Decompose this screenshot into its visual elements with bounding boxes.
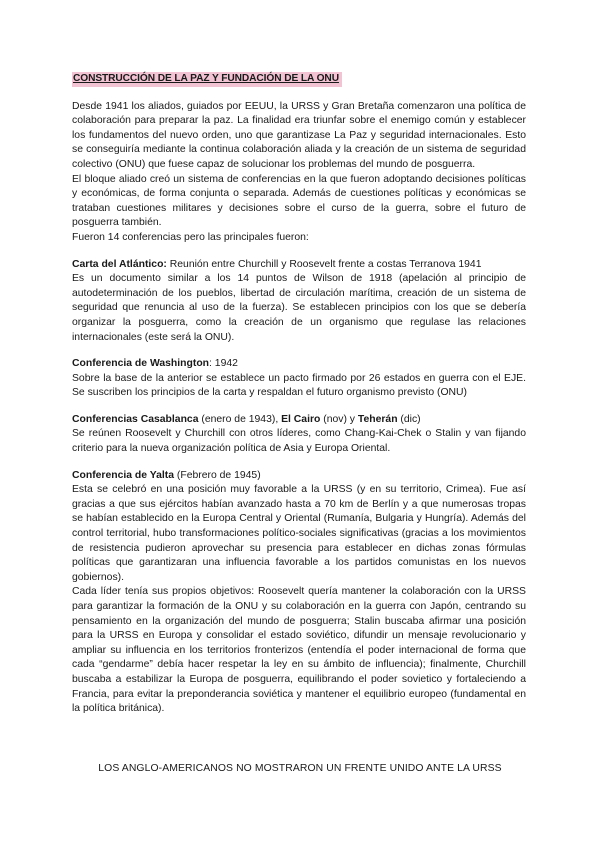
closing-statement: LOS ANGLO-AMERICANOS NO MOSTRARON UN FRENTE UNIDO ANTE LA URSS (98, 763, 502, 774)
section-yalta (72, 469, 526, 717)
intro-paragraph: El bloque aliado creó un sistema de conferencias en la que fueron adoptando decisiones políticas y económicas, de forma conjunta o separada. Además de cuestiones políticas y económicas se trataban cuestiones militares y decisiones sobre el curso de la guerra, sobre el futuro de posguerra también. (72, 173, 526, 229)
section-heading: Conferencias Casablanca (enero de 1943), El Cairo (nov) y Teherán (dic) (72, 413, 421, 425)
section-body: Se reúnen Roosevelt y Churchill con otros líderes, como Chang-Kai-Chek o Stalin y van fijando criterio para la nueva organización política de Asia y Europa Oriental. (72, 428, 526, 455)
section-casablanca (72, 413, 526, 457)
section-body: Es un documento similar a los 14 puntos de Wilson de 1918 (apelación al principio de autodeterminación de los pueblos, libertad de circulación marítima, creación de un sistema de seguridad que renuncia al uso de la fuerza). Se establecen principios con los que se debería organizar la posguerra, como la creación de un organismo que regulase las relaciones internacionales (este será la ONU). (72, 273, 526, 343)
section-heading: Conferencia de Washington: 1942 (72, 358, 238, 370)
section-body: Esta se celebró en una posición muy favorable a la URSS (y en su territorio, Crimea). Fue así gracias a que sus ejércitos habían avanzado hasta a 70 km de Berlín y a que numerosas tropas se habían establecido en la Europa Central y Oriental (Rumanía, Bulgaria y Hungría). Además del control territorial, hubo transformaciones político-sociales significativas (gracias a los movimientos de resistencia pudieron aprovechar su presencia para establecer en dichas zonas fórmulas políticas que garantizaran una influencia favorable a los partidos comunistas en los nuevos gobiernos). (72, 484, 526, 583)
intro-paragraph: Desde 1941 los aliados, guiados por EEUU, la URSS y Gran Bretaña comenzaron una política de colaboración para preparar la paz. La finalidad era triunfar sobre el enemigo común y establecer los fundamentos del nuevo orden, uno que garantizase La Paz y seguridad internacionales. Esto se conseguiría mediante la continua colaboración aliada y la creación de un sistema de seguridad colectivo (ONU) que fuese capaz de solucionar los problemas del mundo de posguerra. (72, 100, 526, 170)
page-title: CONSTRUCCIÓN DE LA PAZ Y FUNDACIÓN DE LA ONU (72, 72, 342, 87)
section-heading: Conferencia de Yalta (Febrero de 1945) (72, 469, 261, 481)
section-heading: Carta del Atlántico: Reunión entre Churchill y Roosevelt frente a costas Terranova 1941 (72, 258, 482, 270)
document-body (72, 72, 526, 717)
section-carta-atlantico (72, 258, 526, 346)
intro-paragraph: Fueron 14 conferencias pero las principales fueron: (72, 231, 309, 243)
section-washington (72, 357, 526, 401)
section-body: Cada líder tenía sus propios objetivos: Roosevelt quería mantener la colaboración con la URSS para garantizar la formación de la ONU y su colaboración en la guerra con Japón, centrando su pensamiento en la organización del mundo de posguerra; Stalin buscaba afirmar una posición para la URSS en Europa y consolidar el estado soviético, difundir un mensaje revolucionario y ampliar su influencia en los territorios fronterizos (entendía el poder internacional de forma que cada “gendarme” debía hacer respetar la ley en su ámbito de influencia); finalmente, Churchill buscaba a estabilizar la Europa de posguerra, equilibrando el poder sovietico y fortaleciendo a Francia, para evitar la preponderancia soviética y mantener el equilibrio europeo (fundamental en la política británica). (72, 586, 526, 715)
section-body: Sobre la base de la anterior se establece un pacto firmado por 26 estados en guerra con el EJE. Se suscriben los principios de la carta y respaldan el futuro organismo previsto (ONU) (72, 372, 526, 399)
